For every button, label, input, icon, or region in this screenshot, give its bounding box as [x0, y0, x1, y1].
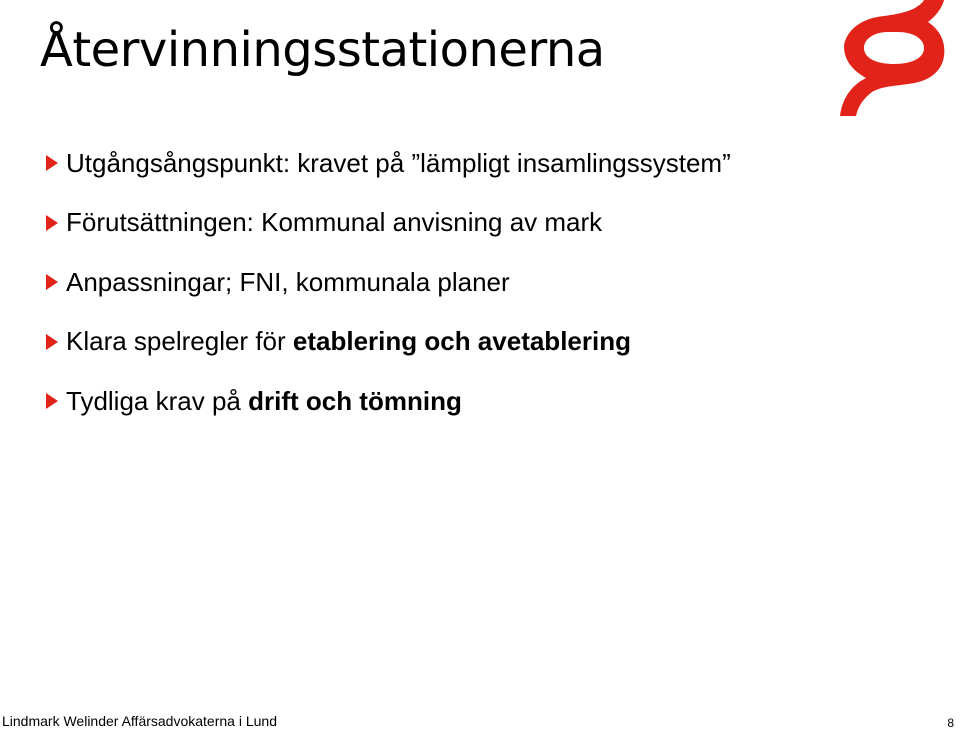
- page-number: 8: [947, 716, 954, 730]
- bullet-arrow-icon: [46, 334, 58, 350]
- bullet-text: Tydliga krav på drift och tömning: [66, 385, 462, 416]
- bullet-text: Anpassningar; FNI, kommunala planer: [66, 266, 510, 297]
- bullet-arrow-icon: [46, 215, 58, 231]
- bullet-item: [46, 267, 731, 297]
- bullet-list: [46, 148, 731, 446]
- bullet-item: [46, 386, 731, 416]
- bullet-text: Klara spelregler för etablering och avetablering: [66, 326, 631, 356]
- bullet-item: [46, 208, 731, 238]
- bullet-text: Förutsättningen: Kommunal anvisning av mark: [66, 207, 603, 237]
- bullet-item: [46, 148, 731, 178]
- brand-logo-icon: [836, 0, 948, 118]
- slide-title: Återvinningsstationerna: [40, 22, 605, 78]
- bullet-item: [46, 327, 731, 357]
- bullet-text: Utgångsångspunkt: kravet på ”lämpligt insamlingssystem”: [66, 147, 731, 178]
- bullet-arrow-icon: [46, 274, 58, 290]
- bullet-arrow-icon: [46, 393, 58, 409]
- bullet-arrow-icon: [46, 155, 58, 171]
- footer-text: Lindmark Welinder Affärsadvokaterna i Lund: [2, 713, 277, 729]
